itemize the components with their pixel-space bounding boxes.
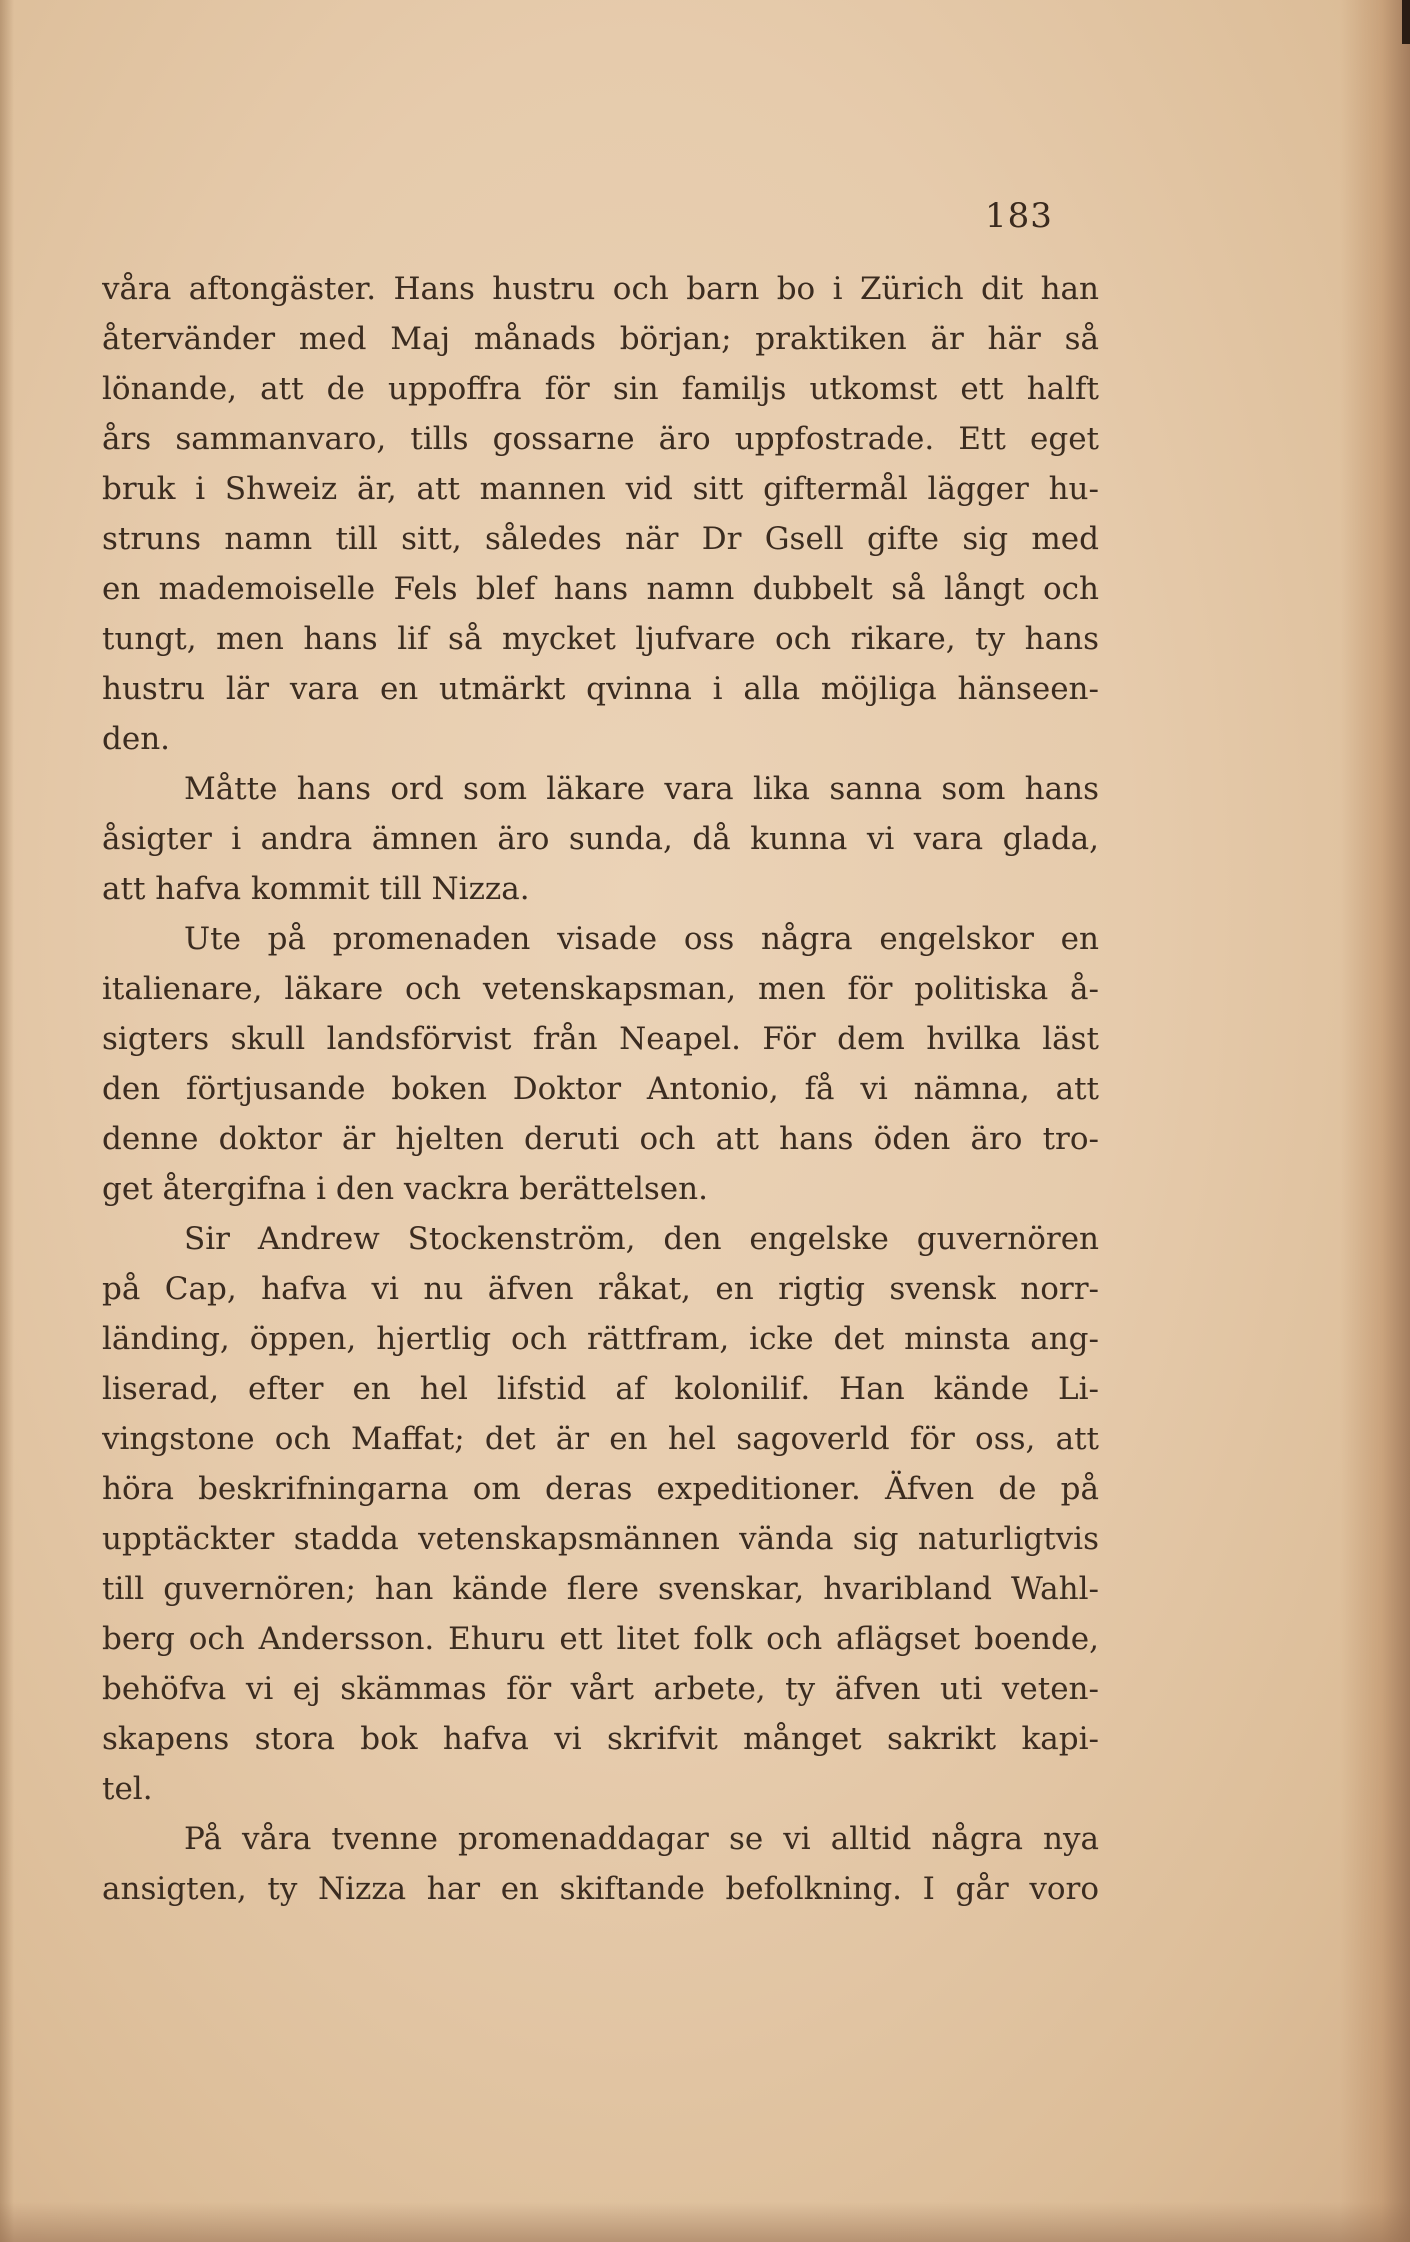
text-line: berg och Andersson. Ehuru ett litet folk och aflägset boende,	[102, 1621, 1099, 1657]
text-line: På våra tvenne promenaddagar se vi alltid några nya	[184, 1821, 1099, 1857]
text-line: till guvernören; han kände flere svenskar, hvaribland Wahl-	[102, 1571, 1099, 1607]
text-line: Måtte hans ord som läkare vara lika sanna som hans	[184, 771, 1099, 807]
text-line: våra aftongäster. Hans hustru och barn bo i Zürich dit han	[102, 271, 1099, 307]
text-line: års sammanvaro, tills gossarne äro uppfostrade. Ett eget	[102, 421, 1099, 457]
text-line: bruk i Shweiz är, att mannen vid sitt giftermål lägger hu-	[102, 471, 1099, 507]
text-line: get återgifna i den vackra berättelsen.	[102, 1171, 708, 1207]
text-line: en mademoiselle Fels blef hans namn dubbelt så långt och	[102, 571, 1099, 607]
text-line: liserad, efter en hel lifstid af kolonilif. Han kände Li-	[102, 1371, 1099, 1407]
text-line: den förtjusande boken Doktor Antonio, få vi nämna, att	[102, 1071, 1099, 1107]
text-line: vingstone och Maffat; det är en hel sagoverld för oss, att	[102, 1421, 1099, 1457]
text-line: hustru lär vara en utmärkt qvinna i alla möjliga hänseen-	[102, 671, 1099, 707]
text-line: upptäckter stadda vetenskapsmännen vända sig naturligtvis	[102, 1521, 1099, 1557]
text-line: tungt, men hans lif så mycket ljufvare och rikare, ty hans	[102, 621, 1099, 657]
body-text	[102, 264, 1099, 1914]
text-line: höra beskrifningarna om deras expeditioner. Äfven de på	[102, 1471, 1099, 1507]
text-line: länding, öppen, hjertlig och rättfram, icke det minsta ang-	[102, 1321, 1099, 1357]
text-line: tel.	[102, 1771, 153, 1807]
text-line: struns namn till sitt, således när Dr Gsell gifte sig med	[102, 521, 1099, 557]
text-line: ansigten, ty Nizza har en skiftande befolkning. I går voro	[102, 1871, 1099, 1907]
page-number: 183	[985, 196, 1053, 236]
text-line: behöfva vi ej skämmas för vårt arbete, ty äfven uti veten-	[102, 1671, 1099, 1707]
text-line: denne doktor är hjelten deruti och att hans öden äro tro-	[102, 1121, 1099, 1157]
text-line: lönande, att de uppoffra för sin familjs utkomst ett halft	[102, 371, 1099, 407]
corner-mark	[1402, 0, 1410, 44]
text-line: Sir Andrew Stockenström, den engelske guvernören	[184, 1221, 1099, 1257]
text-line: på Cap, hafva vi nu äfven råkat, en rigtig svensk norr-	[102, 1271, 1099, 1307]
text-line: åsigter i andra ämnen äro sunda, då kunna vi vara glada,	[102, 821, 1099, 857]
text-line: återvänder med Maj månads början; praktiken är här så	[102, 321, 1099, 357]
text-line: att hafva kommit till Nizza.	[102, 871, 530, 907]
text-line: italienare, läkare och vetenskapsman, men för politiska å-	[102, 971, 1099, 1007]
text-line: skapens stora bok hafva vi skrifvit månget sakrikt kapi-	[102, 1721, 1099, 1757]
page-binding-edge	[1340, 0, 1410, 2242]
text-line: Ute på promenaden visade oss några engelskor en	[184, 921, 1099, 957]
page-bottom-edge-shadow	[0, 2202, 1410, 2242]
page-left-edge-shadow	[0, 0, 14, 2242]
text-line: den.	[102, 721, 171, 757]
text-line: sigters skull landsförvist från Neapel. För dem hvilka läst	[102, 1021, 1099, 1057]
